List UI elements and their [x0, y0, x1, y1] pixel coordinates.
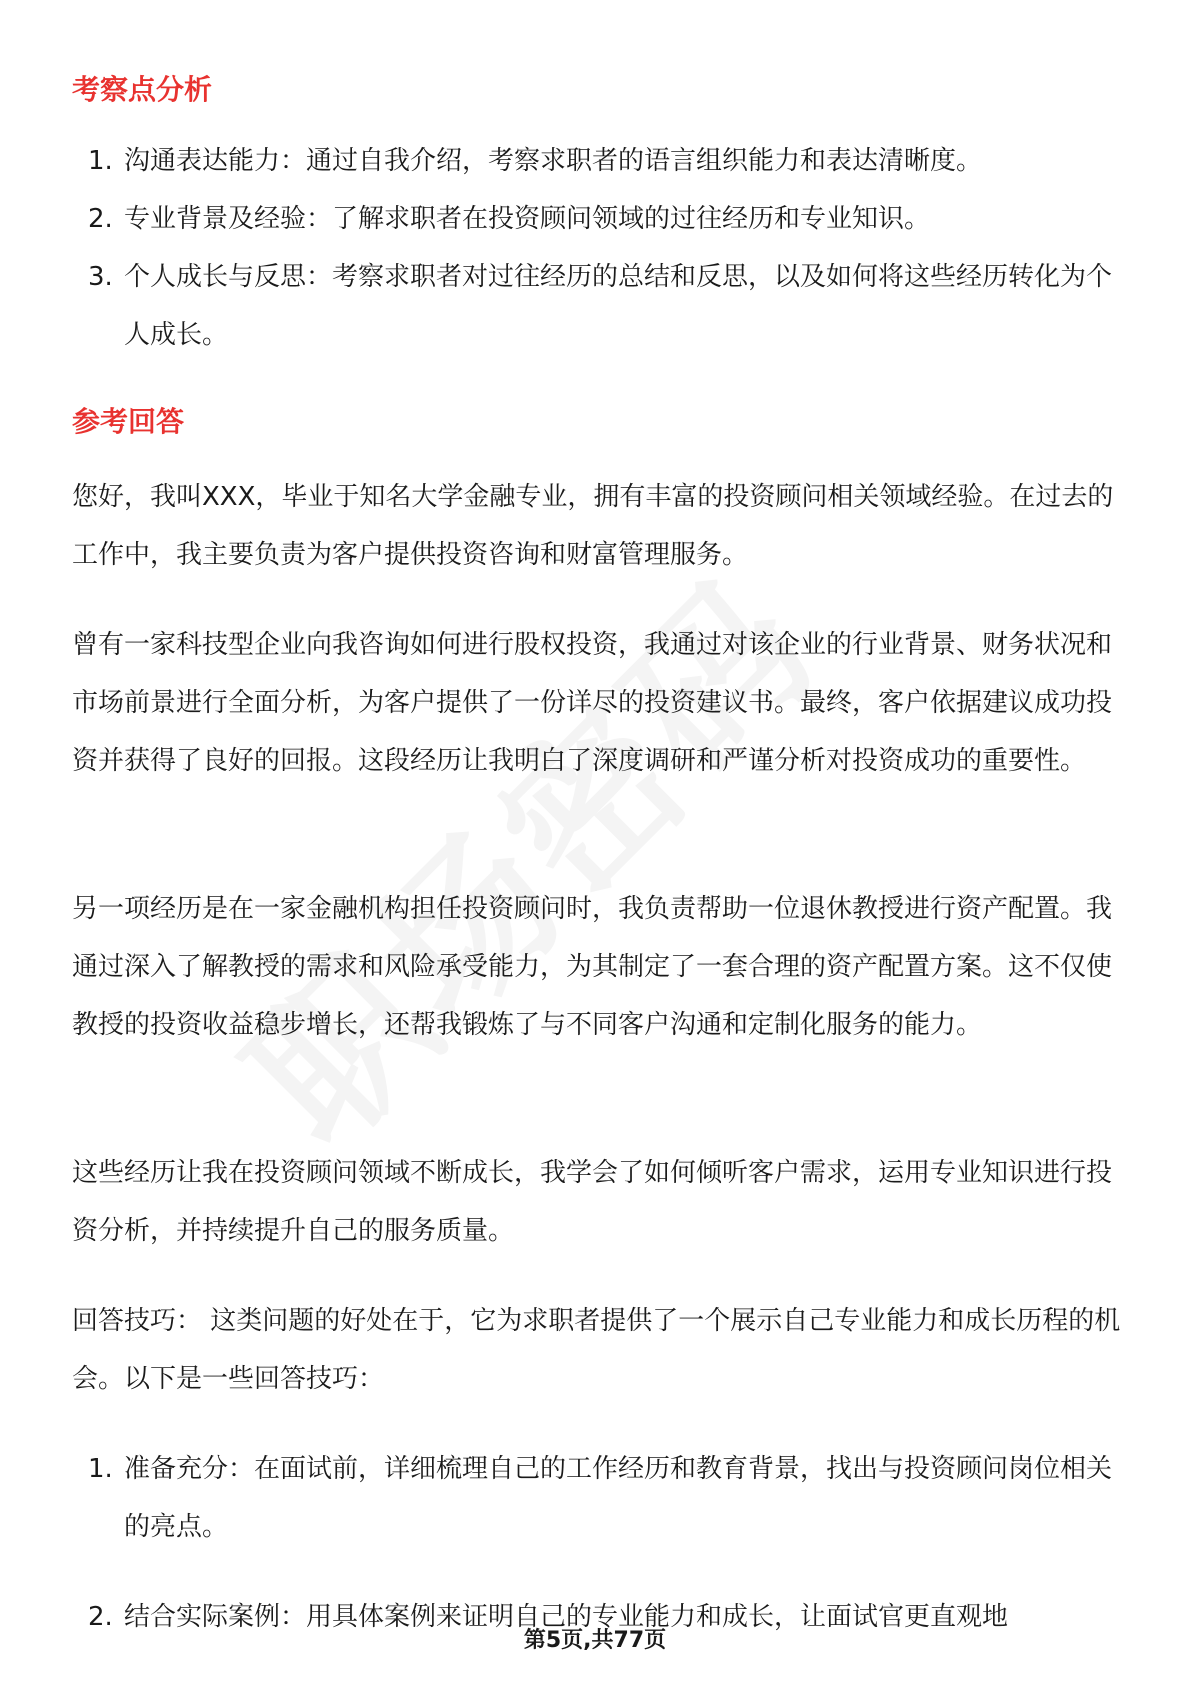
- section-title-analysis: 考察点分析: [72, 73, 213, 106]
- list-item: [0, 132, 1190, 190]
- list-text: 个人成长与反思：考察求职者对过往经历的总结和反思，以及如何将这些经历转化为个人成长。: [124, 262, 1113, 350]
- analysis-list: [0, 132, 1190, 364]
- list-number: 1.: [88, 146, 113, 176]
- list-text: 沟通表达能力：通过自我介绍，考察求职者的语言组织能力和表达清晰度。: [124, 146, 983, 176]
- answer-paragraph: 另一项经历是在一家金融机构担任投资顾问时，我负责帮助一位退休教授进行资产配置。我通过深入了解教授的需求和风险承受能力，为其制定了一套合理的资产配置方案。这不仅使教授的投资收益稳步增长，还帮我锻炼了与不同客户沟通和定制化服务的能力。: [72, 894, 1113, 1040]
- tips-intro-paragraph: 回答技巧： 这类问题的好处在于，它为求职者提供了一个展示自己专业能力和成长历程的机会。以下是一些回答技巧：: [72, 1306, 1121, 1394]
- list-item: [0, 248, 1190, 364]
- list-number: 2.: [88, 1602, 113, 1632]
- list-number: 3.: [88, 262, 113, 292]
- section-title-reference-answer: 参考回答: [72, 405, 185, 438]
- page-number: 第5页,共77页: [523, 1628, 667, 1653]
- list-number: 2.: [88, 204, 113, 234]
- list-text: 专业背景及经验：了解求职者在投资顾问领域的过往经历和专业知识。: [124, 204, 931, 234]
- list-text: 结合实际案例：用具体案例来证明自己的专业能力和成长，让面试官更直观地: [124, 1602, 1009, 1632]
- answer-paragraph: 您好，我叫XXX，毕业于知名大学金融专业，拥有丰富的投资顾问相关领域经验。在过去的工作中，我主要负责为客户提供投资咨询和财富管理服务。: [72, 482, 1114, 570]
- list-item: [0, 1440, 1190, 1556]
- tips-list: [0, 1440, 1190, 1646]
- answer-paragraph: 曾有一家科技型企业向我咨询如何进行股权投资，我通过对该企业的行业背景、财务状况和市场前景进行全面分析，为客户提供了一份详尽的投资建议书。最终，客户依据建议成功投资并获得了良好的回报。这段经历让我明白了深度调研和严谨分析对投资成功的重要性。: [72, 630, 1113, 776]
- list-item: [0, 190, 1190, 248]
- list-text: 准备充分：在面试前，详细梳理自己的工作经历和教育背景，找出与投资顾问岗位相关的亮点。: [124, 1454, 1113, 1542]
- list-number: 1.: [88, 1454, 113, 1484]
- answer-paragraph: 这些经历让我在投资顾问领域不断成长，我学会了如何倾听客户需求，运用专业知识进行投资分析，并持续提升自己的服务质量。: [72, 1158, 1113, 1246]
